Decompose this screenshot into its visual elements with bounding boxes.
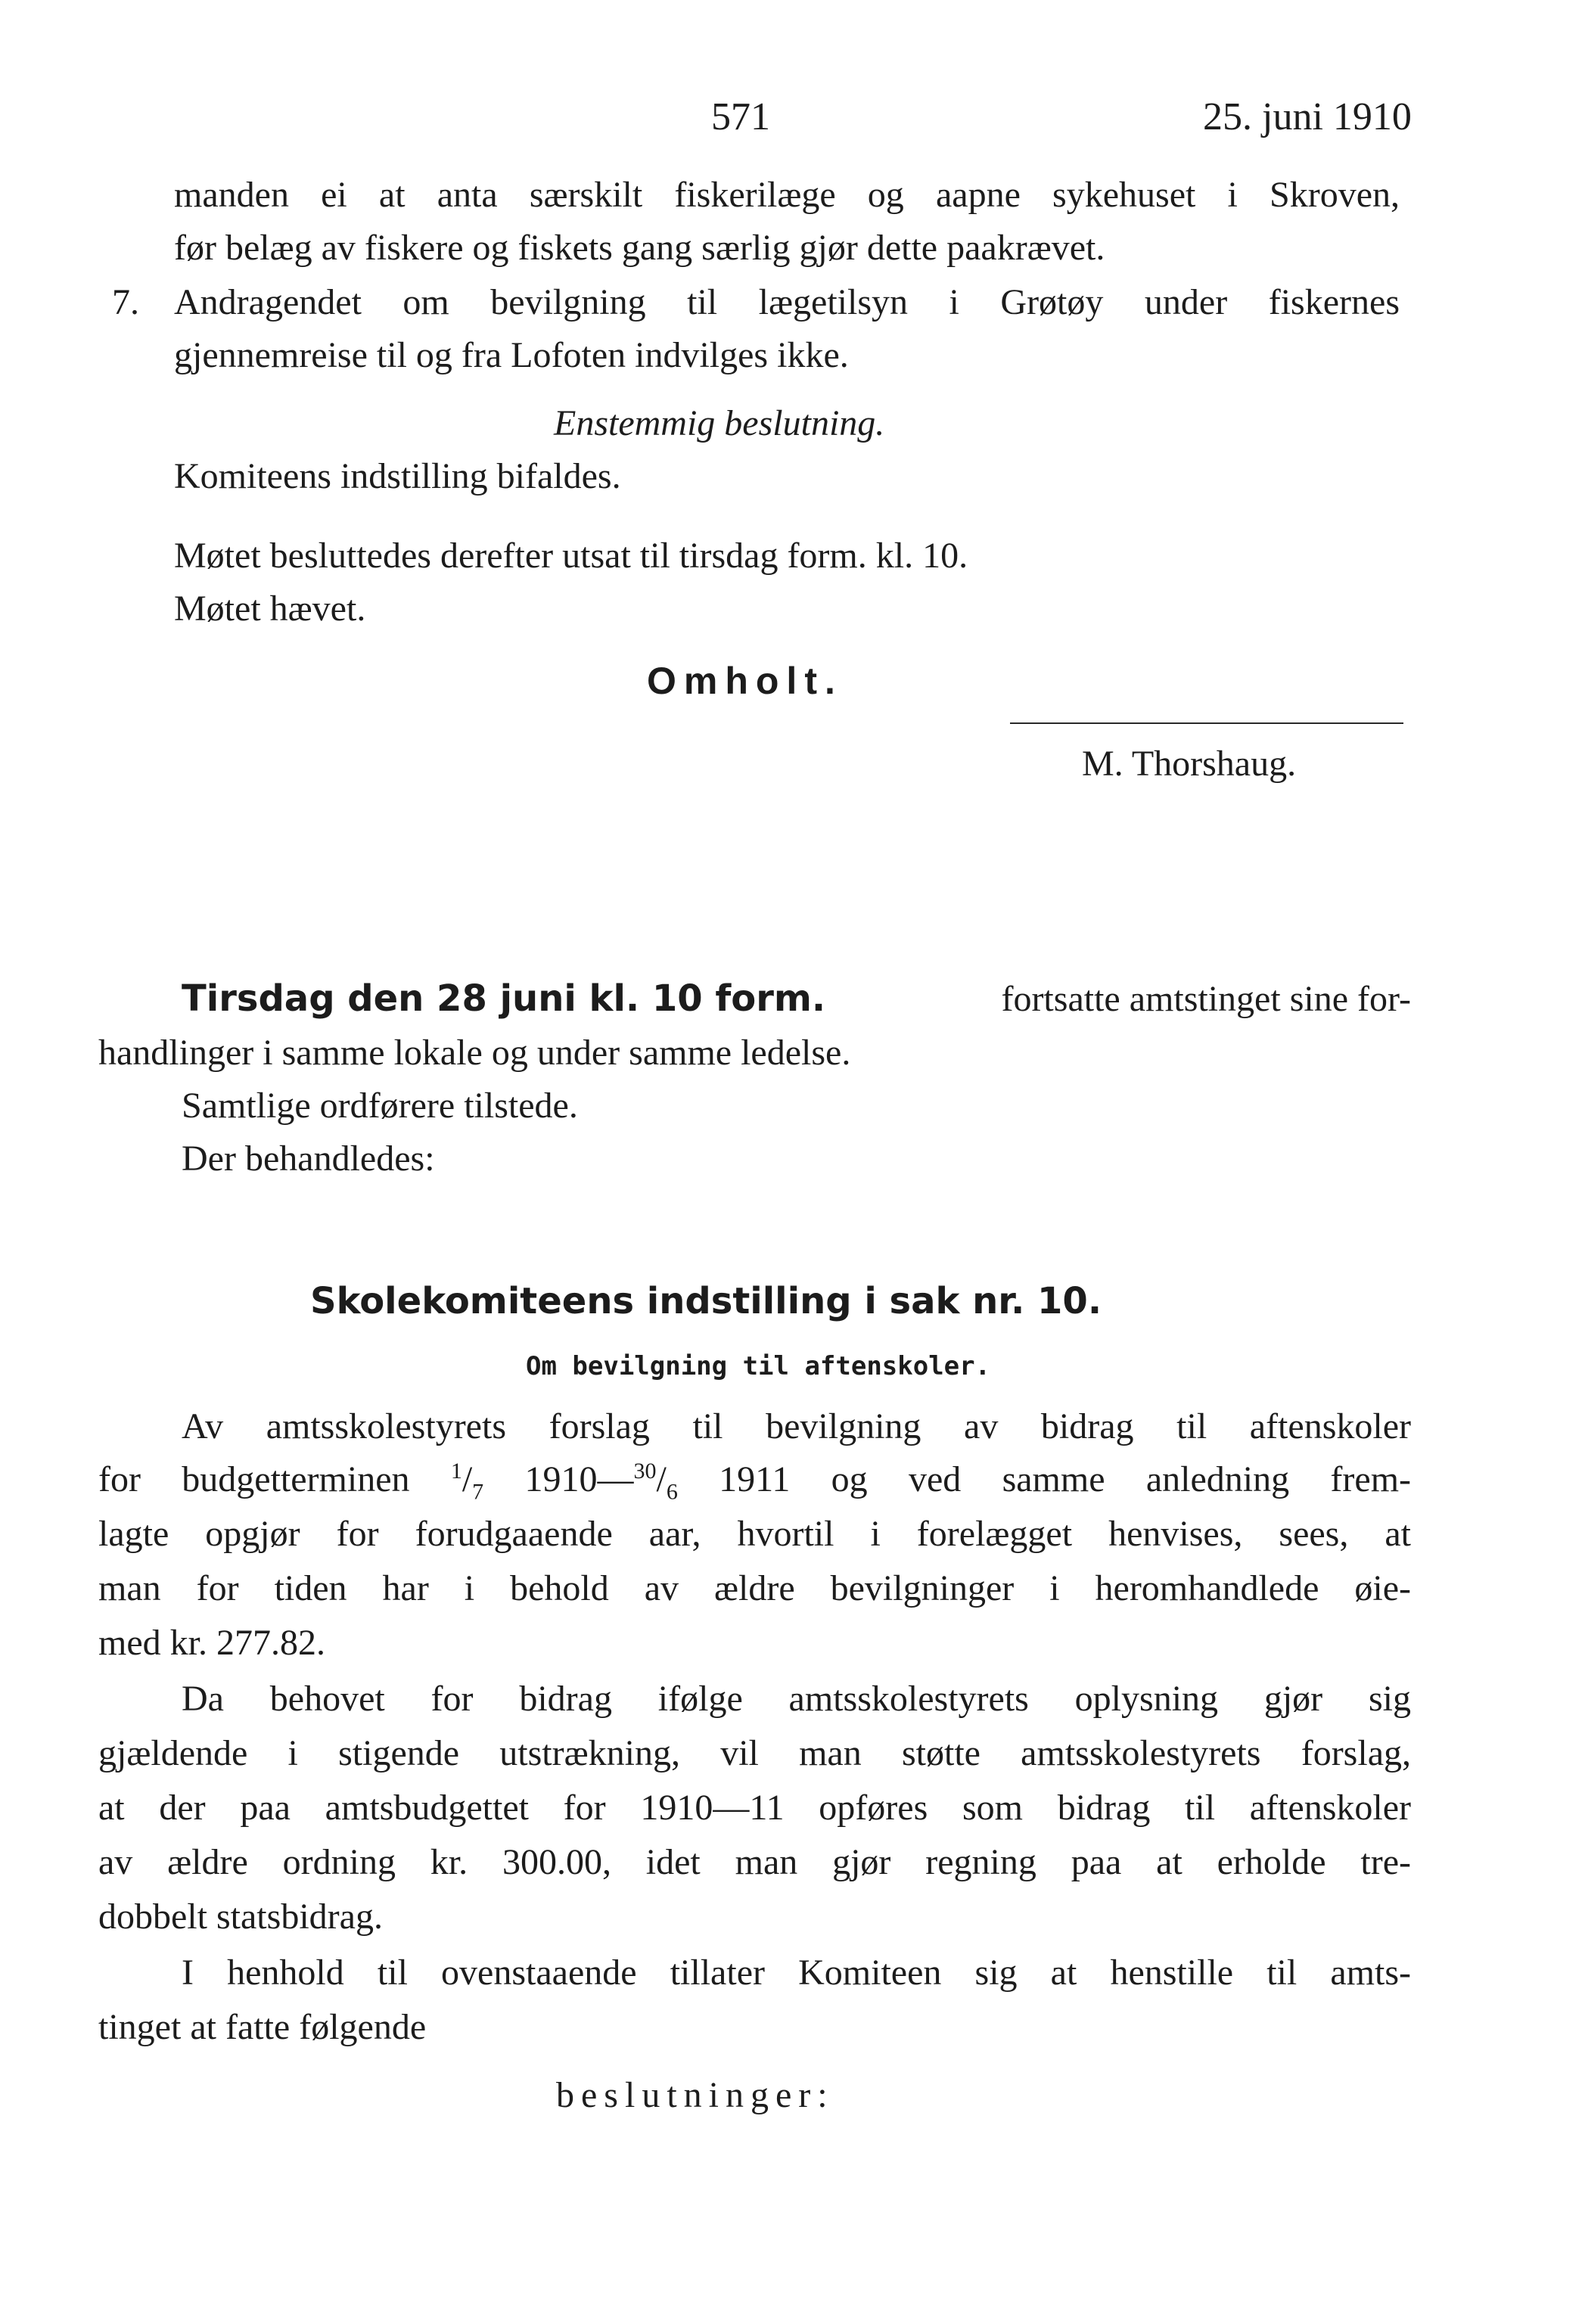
fraction-1-denominator: 7	[472, 1479, 484, 1505]
para2-line-2: gjældende i stigende utstrækning, vil man støtte amtsskolestyrets forslag,	[98, 1733, 1411, 1773]
item-7-line-1: Andragendet om bevilgning til lægetilsyn i Grøtøy under fiskernes	[174, 282, 1400, 322]
para1-line-5: med kr. 277.82.	[98, 1623, 325, 1663]
session-line-4: Der behandledes:	[182, 1139, 435, 1179]
continuation-line-2: før belæg av fiskere og fiskets gang særlig gjør dette paakrævet.	[174, 228, 1105, 268]
resolutions-heading: beslutninger:	[556, 2075, 834, 2115]
para3-line-2: tinget at fatte følgende	[98, 2007, 427, 2047]
para1-line-2-b: 1910—	[483, 1459, 634, 1499]
session-line-3: Samtlige ordførere tilstede.	[182, 1086, 578, 1126]
item-7-number: 7.	[112, 282, 139, 322]
committee-title: Skolekomiteens indstilling i sak nr. 10.	[310, 1280, 1102, 1322]
page-date: 25. juni 1910	[1203, 95, 1412, 138]
committee-subtitle: Om bevilgning til aftenskoler.	[526, 1351, 991, 1381]
para1-line-2: for budgetterminen $^1/_7$ $1910—^{30}/_6$ 1911 og ved samme anledning frem-	[98, 1459, 1412, 1505]
decision-heading: Enstemmig beslutning.	[554, 403, 885, 443]
continuation-line-1: manden ei at anta særskilt fiskerilæge og aapne sykehuset i Skroven,	[174, 175, 1400, 215]
fraction-2-numerator: 30	[633, 1459, 657, 1484]
adjourn-line-2: Møtet hævet.	[174, 589, 366, 629]
fraction-1-numerator: 1	[450, 1459, 462, 1484]
para2-line-3: at der paa amtsbudgettet for 1910—11 opføres som bidrag til aftenskoler	[98, 1788, 1411, 1828]
page-number: 571	[711, 95, 770, 138]
adjourn-line-1: Møtet besluttedes derefter utsat til tirsdag form. kl. 10.	[174, 536, 968, 576]
para1-line-4: man for tiden har i behold av ældre bevilgninger i heromhandlede øie-	[98, 1568, 1411, 1608]
decision-text: Komiteens indstilling bifaldes.	[174, 456, 621, 496]
fraction-2-denominator: 6	[666, 1479, 678, 1505]
para2-line-5: dobbelt statsbidrag.	[98, 1897, 383, 1937]
para2-line-4: av ældre ordning kr. 300.00, idet man gjør regning paa at erholde tre-	[98, 1842, 1411, 1882]
para1-line-1: Av amtsskolestyrets forslag til bevilgning av bidrag til aftenskoler	[182, 1406, 1411, 1446]
para3-line-1: I henhold til ovenstaaende tillater Komiteen sig at henstille til amts-	[182, 1953, 1411, 1993]
session-line-1	[182, 976, 1411, 1022]
para1-line-2-c: 1911 og ved samme anledning frem-	[677, 1459, 1412, 1499]
chair-signature: Omholt.	[647, 660, 843, 702]
session-line-1-rest: fortsatte amtstinget sine for-	[1001, 979, 1411, 1019]
para1-line-3: lagte opgjør for forudgaaende aar, hvortil i forelægget henvises, sees, at	[98, 1514, 1411, 1554]
para1-line-2-a: for budgetterminen	[98, 1459, 451, 1499]
session-date-heading: Tirsdag den 28 juni kl. 10 form.	[182, 977, 826, 1020]
para2-line-1: Da behovet for bidrag ifølge amtsskolestyrets oplysning gjør sig	[182, 1679, 1411, 1719]
signature-rule	[1010, 722, 1403, 724]
secretary-signature: M. Thorshaug.	[1082, 744, 1297, 784]
item-7-line-2: gjennemreise til og fra Lofoten indvilges ikke.	[174, 335, 849, 375]
session-line-2: handlinger i samme lokale og under samme ledelse.	[98, 1033, 851, 1073]
